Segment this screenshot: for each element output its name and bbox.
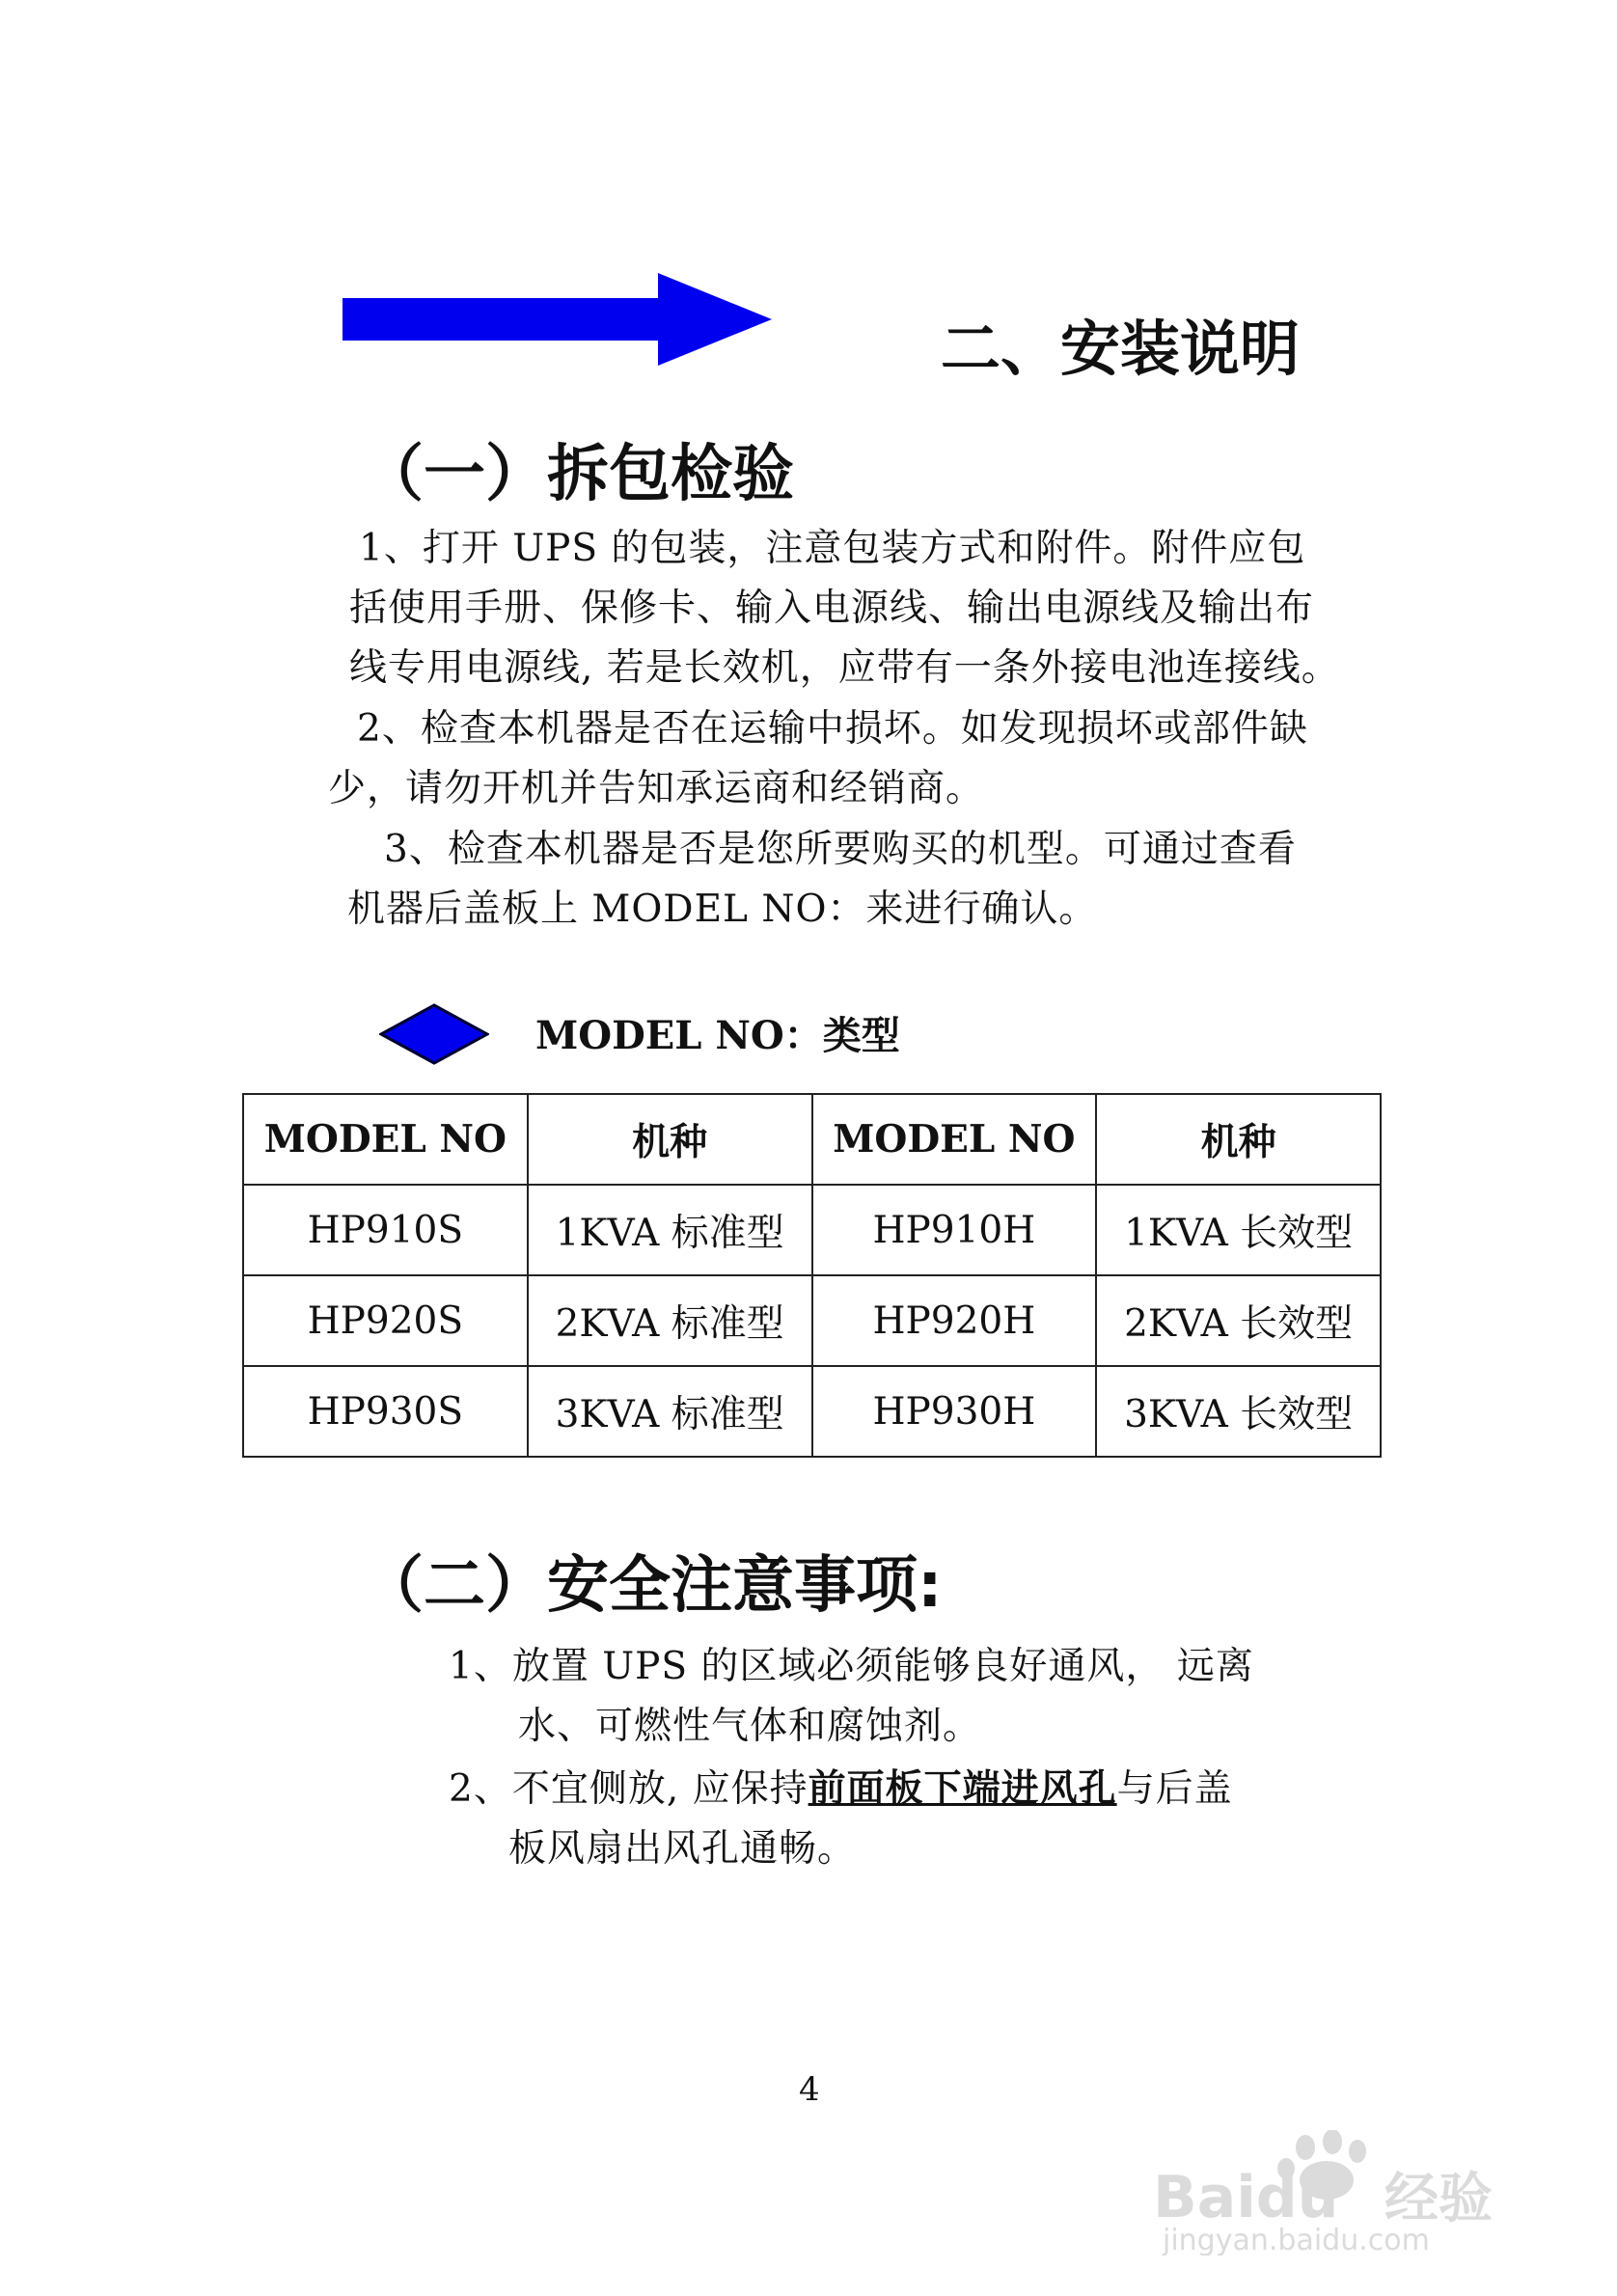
- table-cell: HP930H: [812, 1366, 1097, 1457]
- table-cell: 1KVA 标准型: [528, 1185, 812, 1275]
- paragraph-line: 3、检查本机器是否是您所要购买的机型。可通过查看: [384, 828, 1297, 871]
- watermark-url: jingyan.baidu.com: [1163, 2224, 1430, 2255]
- table-cell: HP920S: [243, 1275, 528, 1366]
- safety-item-1: [449, 1637, 1254, 1757]
- table-cell: HP910S: [243, 1185, 528, 1275]
- section-title-unpacking: （一）拆包检验: [362, 439, 794, 510]
- emphasis-text: 前面板下端进风孔: [808, 1766, 1117, 1811]
- paragraph-line: 水、可燃性气体和腐蚀剂。: [518, 1705, 982, 1748]
- table-header-cell: MODEL NO: [243, 1094, 528, 1185]
- watermark-brand: Baidu: [1153, 2164, 1339, 2231]
- paragraph-1: [349, 519, 1340, 698]
- table-cell: 3KVA 长效型: [1096, 1366, 1381, 1457]
- paragraph-line: 1、打开 UPS 的包装，注意包装方式和附件。附件应包: [359, 527, 1306, 570]
- table-header-row: [243, 1094, 1381, 1185]
- text-run: 与后盖: [1116, 1767, 1233, 1811]
- table-row: [243, 1185, 1381, 1275]
- table-cell: 2KVA 标准型: [528, 1275, 812, 1366]
- table-header-cell: 机种: [1096, 1094, 1381, 1185]
- table-cell: HP930S: [243, 1366, 528, 1457]
- section-title-safety: （二）安全注意事项:: [362, 1550, 943, 1622]
- table-row: [243, 1275, 1381, 1366]
- paragraph-line: 机器后盖板上 MODEL NO：来进行确认。: [347, 888, 1098, 931]
- table-cell: HP910H: [812, 1185, 1097, 1275]
- paragraph-line: 少，请勿开机并告知承运商和经销商。: [328, 767, 985, 810]
- table-header-cell: MODEL NO: [812, 1094, 1097, 1185]
- paragraph-line: 1、放置 UPS 的区域必须能够良好通风， 远离: [449, 1645, 1254, 1688]
- table-cell: HP920H: [812, 1275, 1097, 1366]
- table-cell: 3KVA 标准型: [528, 1366, 812, 1457]
- paragraph-line: 线专用电源线, 若是长效机，应带有一条外接电池连接线。: [349, 646, 1340, 690]
- paragraph-line: [449, 1759, 1233, 1819]
- paragraph-3: [347, 820, 1297, 940]
- model-table: [242, 1093, 1382, 1458]
- table-cell: 1KVA 长效型: [1096, 1185, 1381, 1275]
- table-row: [243, 1366, 1381, 1457]
- watermark-product: 经验: [1384, 2167, 1493, 2230]
- table-header-cell: 机种: [528, 1094, 812, 1185]
- paragraph-2: [328, 699, 1308, 819]
- paragraph-line: 板风扇出风孔通畅。: [508, 1827, 857, 1871]
- paragraph-line: 括使用手册、保修卡、输入电源线、输出电源线及输出布: [349, 587, 1315, 630]
- text-run: 2、不宜侧放, 应保持: [449, 1767, 808, 1811]
- right-arrow-icon: [343, 273, 772, 366]
- page-number: 4: [799, 2070, 820, 2109]
- paragraph-line: 2、检查本机器是否在运输中损坏。如发现损坏或部件缺: [357, 707, 1308, 751]
- safety-item-2: [449, 1759, 1233, 1879]
- chapter-title: 二、安装说明: [941, 314, 1301, 384]
- diamond-bullet-icon: [379, 1003, 489, 1065]
- model-type-heading: MODEL NO：类型: [535, 1013, 900, 1058]
- table-cell: 2KVA 长效型: [1096, 1275, 1381, 1366]
- baidu-watermark-logo: [1143, 2130, 1529, 2255]
